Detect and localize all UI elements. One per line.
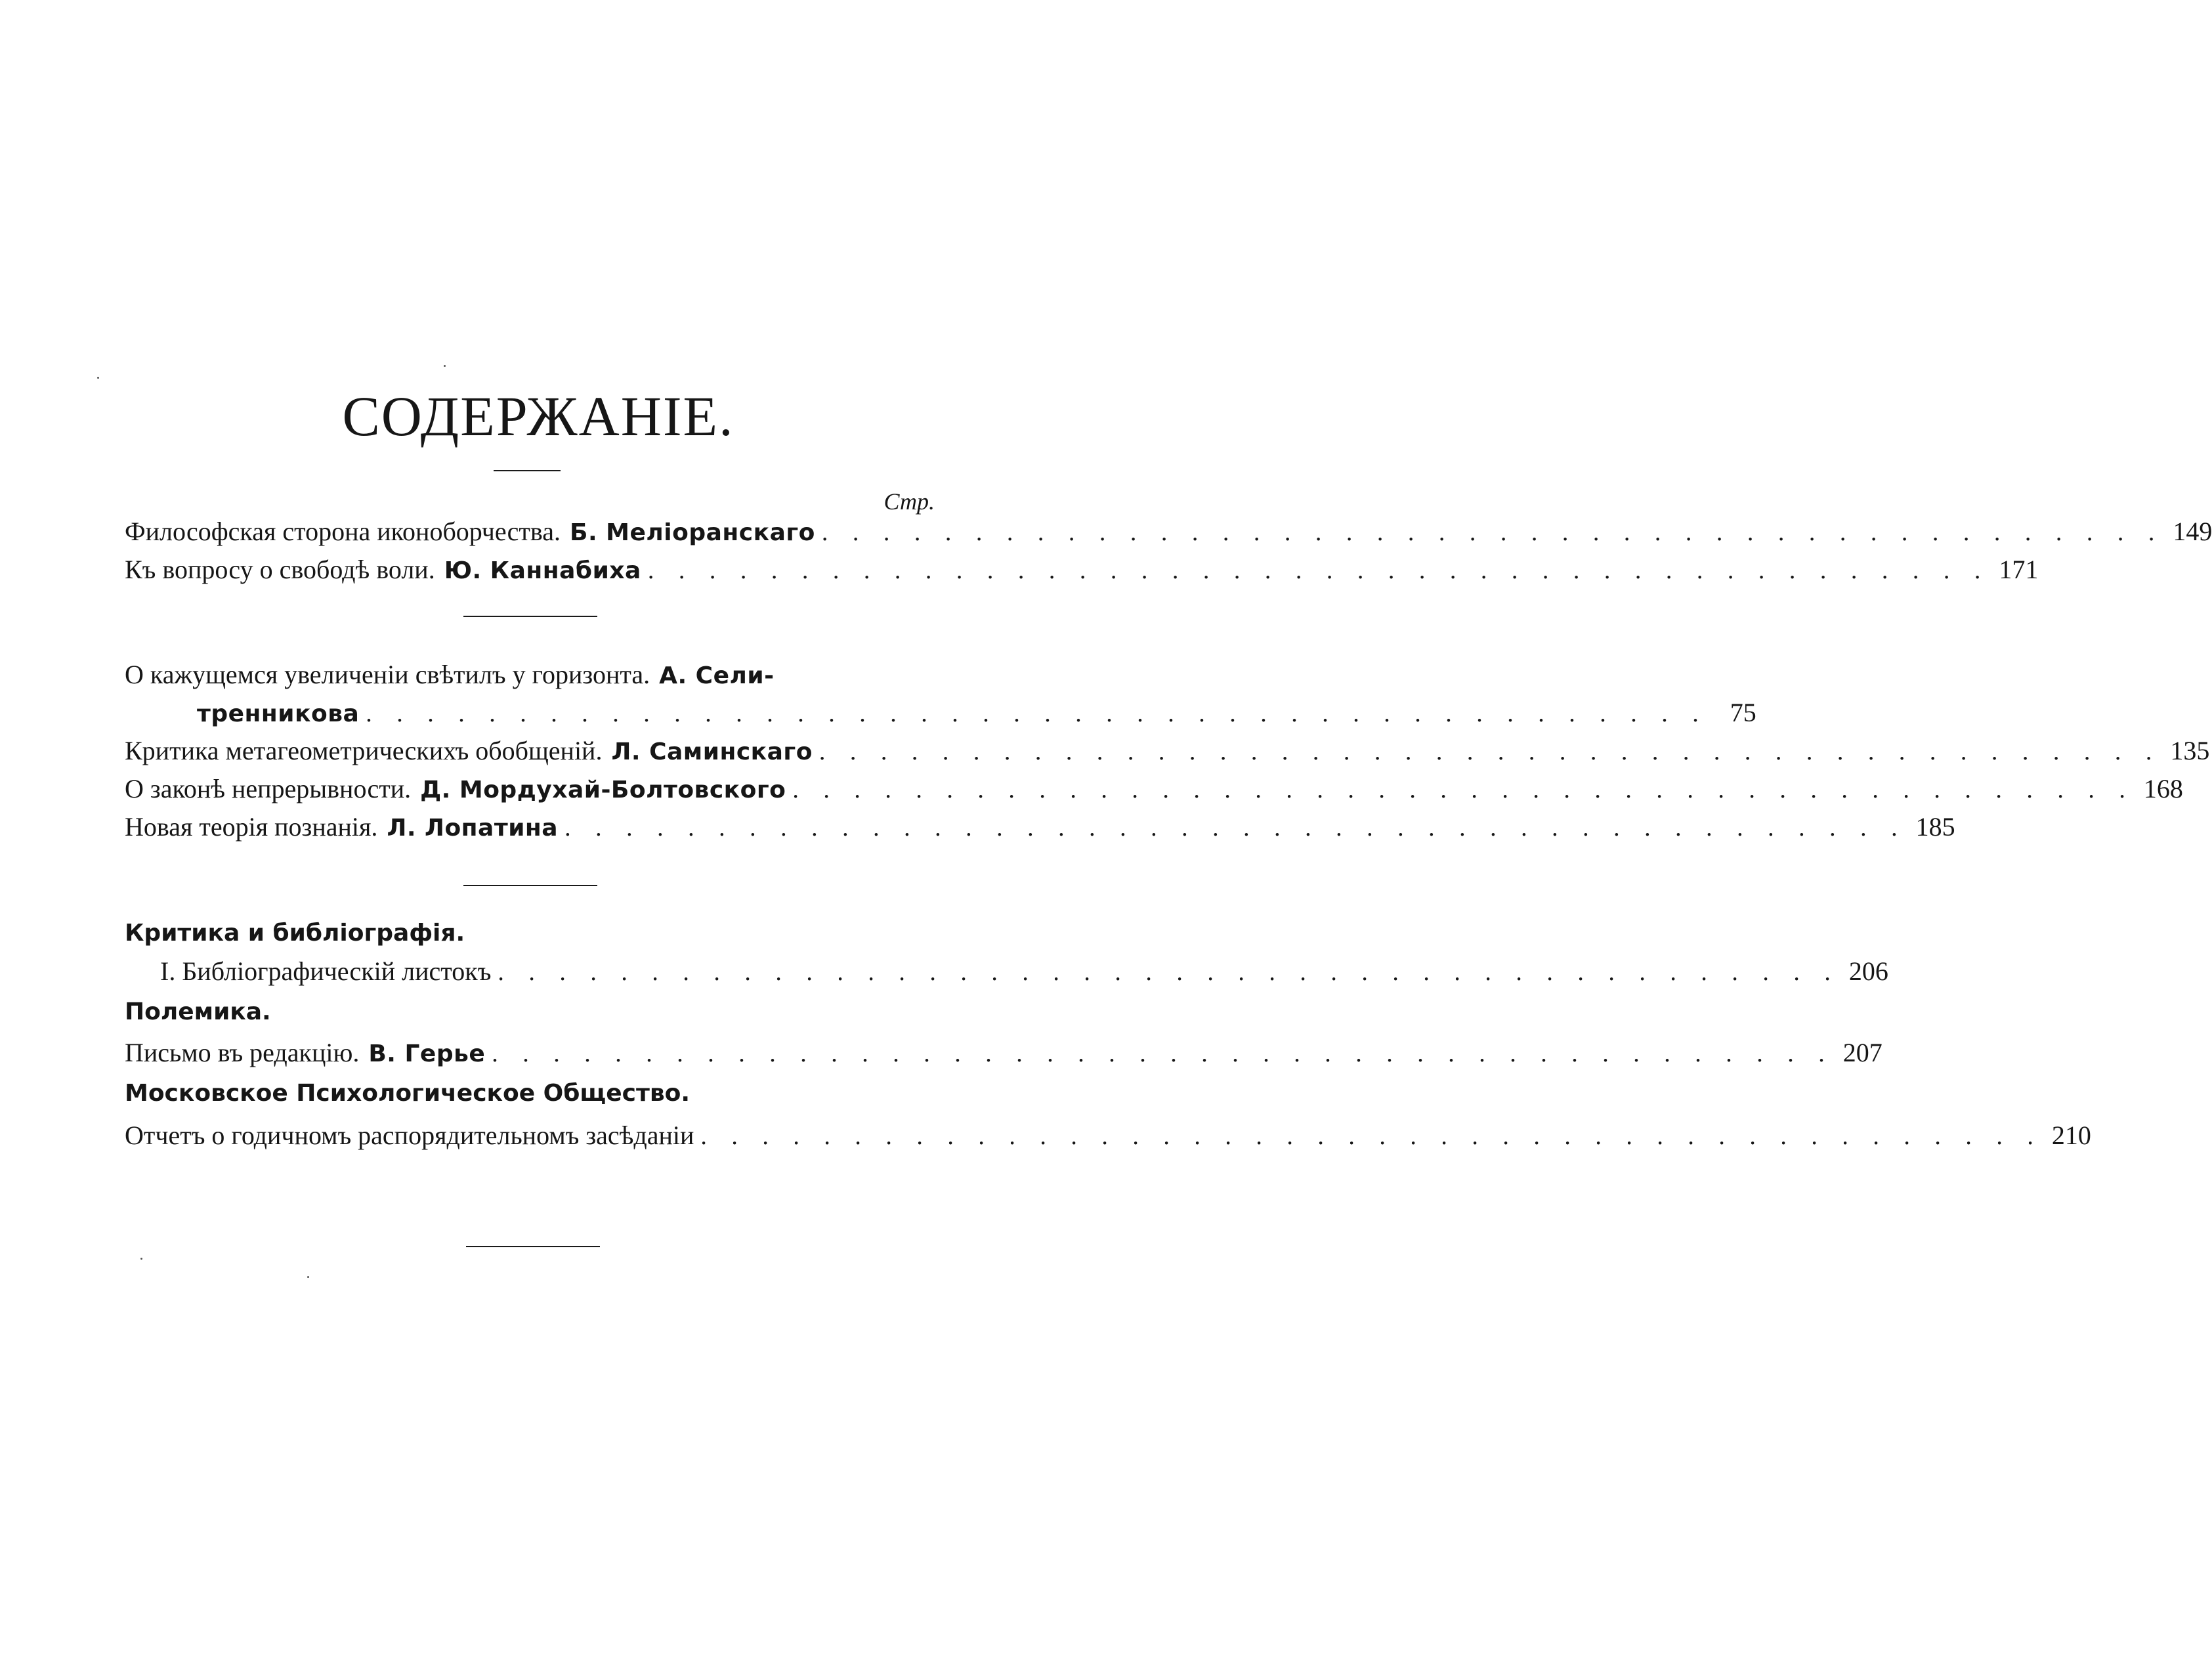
toc-entry[interactable] xyxy=(125,1116,2091,1155)
entry-page: 171 xyxy=(1999,555,2039,584)
entry-author: Д. Мордухай-Болтовского xyxy=(420,777,786,803)
entry-author: А. Сели- xyxy=(659,662,775,689)
entry-page: 210 xyxy=(2051,1121,2091,1150)
toc-entry[interactable] xyxy=(125,731,2210,771)
entry-page: 185 xyxy=(1915,812,1955,842)
entry-author: Б. Меліоранскаго xyxy=(570,519,815,546)
scan-speck xyxy=(140,1258,142,1260)
entry-author: Л. Саминскаго xyxy=(611,738,813,765)
toc-entry[interactable] xyxy=(125,769,2183,809)
closing-rule xyxy=(466,1246,600,1247)
entry-page: 206 xyxy=(1848,956,1888,986)
section-heading-polemics: Полемика. xyxy=(125,998,271,1025)
page-title: СОДЕРЖАНІЕ. xyxy=(342,385,734,448)
entry-title: Отчетъ о годичномъ распорядительномъ засѣданіи xyxy=(125,1121,694,1150)
leader-dots: . . . . . . . . . . . . . . . . . . . . . . . . . . . . . . . . . . . . . . . . . . . . xyxy=(498,958,1840,986)
toc-entry[interactable] xyxy=(125,807,1955,847)
toc-entry[interactable] xyxy=(125,550,2039,589)
entry-author: В. Герье xyxy=(368,1040,486,1067)
leader-dots: . . . . . . . . . . . . . . . . . . . . . . . . . . . . . . . . . . . . . . . . . . . . xyxy=(492,1040,1834,1067)
leader-dots: . . . . . . . . . . . . . . . . . . . . . . . . . . . . . . . . . . . . . . . . . . . . xyxy=(821,519,2164,546)
scan-speck xyxy=(444,365,446,367)
entry-title: О законѣ непрерывности. xyxy=(125,774,412,803)
leader-dots: . . . . . . . . . . . . . . . . . . . . . . . . . . . . . . . . . . . . . . . . . . . . xyxy=(700,1122,2043,1150)
title-rule xyxy=(494,470,561,471)
leader-dots: . . . . . . . . . . . . . . . . . . . . . . . . . . . . . . . . . . . . . . . . . . . . xyxy=(819,738,2161,765)
section-rule xyxy=(463,616,597,617)
toc-entry[interactable] xyxy=(125,655,937,694)
entry-title: I. Библіографическій листокъ xyxy=(160,956,492,986)
page-column-header: Стр. xyxy=(883,488,935,515)
entry-title: Критика метагеометрическихъ обобщеній. xyxy=(125,736,603,765)
leader-dots: . . . . . . . . . . . . . . . . . . . . . . . . . . . . . . . . . . . . . . . . . . . . xyxy=(792,776,2135,803)
entry-author: Л. Лопатина xyxy=(387,815,559,842)
entry-title: О кажущемся увеличеніи свѣтилъ у горизонта. xyxy=(125,660,650,689)
entry-page: 75 xyxy=(1730,698,1756,727)
leader-dots: . . . . . . . . . . . . . . . . . . . . . . . . . . . . . . . . . . . . . . . . . . . . xyxy=(564,814,1907,842)
leader-dots: . . . . . . . . . . . . . . . . . . . . . . . . . . . . . . . . . . . . . . . . . . . . xyxy=(366,700,1708,727)
entry-page: 135 xyxy=(2170,736,2210,765)
toc-entry[interactable] xyxy=(125,512,2212,551)
toc-entry-continuation[interactable] xyxy=(197,693,1756,733)
toc-entry[interactable] xyxy=(160,952,1888,991)
entry-author: тренникова xyxy=(197,700,360,727)
scan-speck xyxy=(97,377,99,379)
entry-title: Новая теорія познанія. xyxy=(125,812,378,842)
section-heading-society: Московское Психологическое Общество. xyxy=(125,1080,691,1107)
section-rule xyxy=(463,885,597,886)
entry-page: 149 xyxy=(2173,517,2212,546)
toc-entry[interactable] xyxy=(125,1033,1882,1073)
entry-title: Къ вопросу о свободѣ воли. xyxy=(125,555,435,584)
scan-speck xyxy=(307,1276,309,1278)
entry-title: Письмо въ редакцію. xyxy=(125,1038,360,1067)
entry-page: 168 xyxy=(2143,774,2183,803)
entry-page: 207 xyxy=(1842,1038,1882,1067)
section-heading-criticism: Критика и библіографія. xyxy=(125,920,465,947)
entry-author: Ю. Каннабиха xyxy=(444,557,641,584)
entry-title: Философская сторона иконоборчества. xyxy=(125,517,561,546)
leader-dots: . . . . . . . . . . . . . . . . . . . . . . . . . . . . . . . . . . . . . . . . . . . . xyxy=(647,557,1990,584)
